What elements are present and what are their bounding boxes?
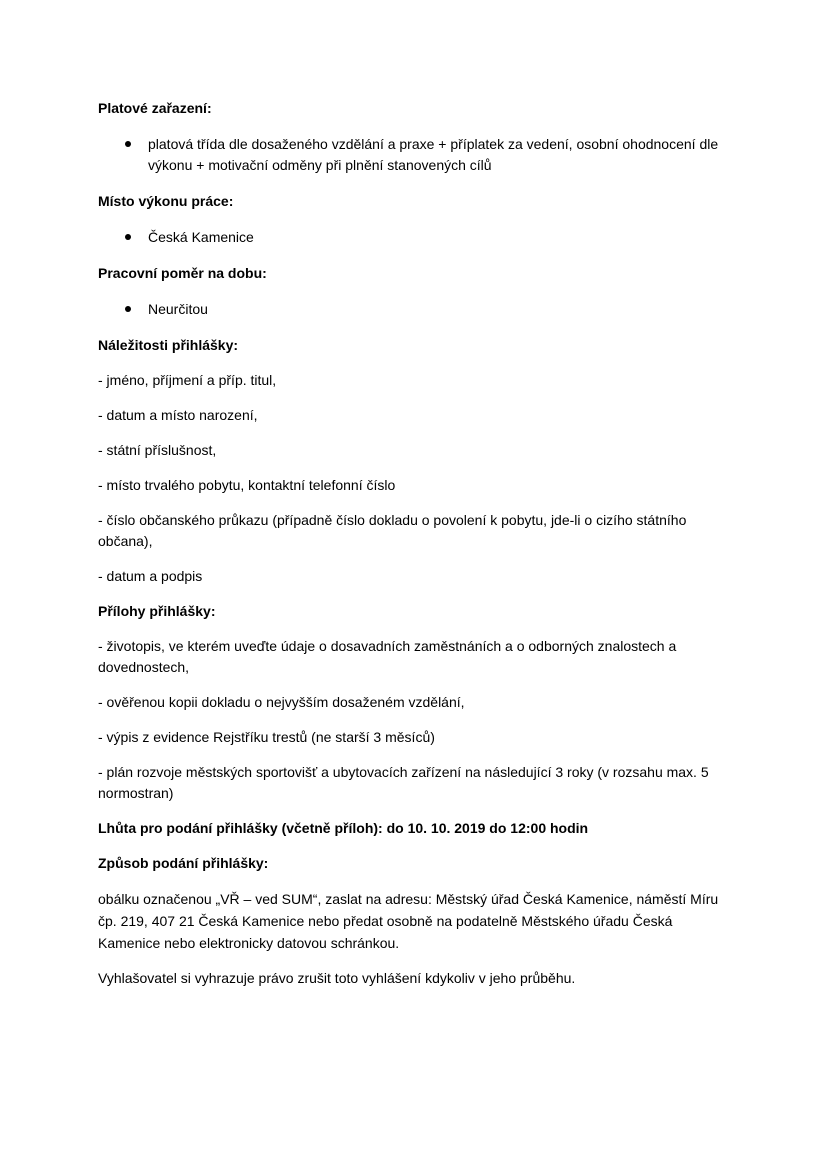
requirement-item: - státní příslušnost, <box>98 442 217 458</box>
workplace-heading: Místo výkonu práce: <box>98 193 234 209</box>
list-item <box>98 134 738 176</box>
salary-heading: Platové zařazení: <box>98 100 212 116</box>
requirements-heading: Náležitosti přihlášky: <box>98 337 239 353</box>
requirement-item: - jméno, příjmení a příp. titul, <box>98 372 277 388</box>
bullet-icon <box>125 234 131 240</box>
submission-heading: Způsob podání přihlášky: <box>98 855 269 871</box>
document-page <box>98 98 738 989</box>
attachments-heading: Přílohy přihlášky: <box>98 603 216 619</box>
employment-heading: Pracovní poměr na dobu: <box>98 265 267 281</box>
requirement-item: - číslo občanského průkazu (případně číslo dokladu o povolení k pobytu, jde-li o cizího státního občana), <box>98 512 687 549</box>
attachment-item: - výpis z evidence Rejstříku trestů (ne starší 3 měsíců) <box>98 729 435 745</box>
requirement-item: - datum a místo narození, <box>98 407 258 423</box>
attachment-item: - ověřenou kopii dokladu o nejvyšším dosaženém vzdělání, <box>98 694 465 710</box>
deadline-text: Lhůta pro podání přihlášky (včetně příloh): do 10. 10. 2019 do 12:00 hodin <box>98 820 589 836</box>
attachment-item: - životopis, ve kterém uveďte údaje o dosavadních zaměstnáních a o odborných znalostech a dovednostech, <box>98 638 677 675</box>
closing-text: Vyhlašovatel si vyhrazuje právo zrušit toto vyhlášení kdykoliv v jeho průběhu. <box>98 970 576 986</box>
bullet-icon <box>125 306 131 312</box>
salary-bullet-text: platová třída dle dosaženého vzdělání a praxe + příplatek za vedení, osobní ohodnocení dle výkonu + motivační odměny při plnění stanovených cílů <box>148 136 719 173</box>
submission-text: obálku označenou „VŘ – ved SUM“, zaslat na adresu: Městský úřad Česká Kamenice, náměstí Míru čp. 219, 407 21 Česká Kamenice nebo předat osobně na podatelně Městského úřadu Česká Kamenice nebo elektronicky datovou schránkou. <box>98 891 719 951</box>
list-item <box>98 299 738 320</box>
workplace-bullet-text: Česká Kamenice <box>148 229 254 245</box>
workplace-list <box>98 227 738 248</box>
list-item <box>98 227 738 248</box>
salary-list <box>98 134 738 176</box>
requirement-item: - datum a podpis <box>98 568 203 584</box>
employment-bullet-text: Neurčitou <box>148 301 208 317</box>
bullet-icon <box>125 141 131 147</box>
attachment-item: - plán rozvoje městských sportovišť a ubytovacích zařízení na následující 3 roky (v rozsahu max. 5 normostran) <box>98 764 709 801</box>
requirement-item: - místo trvalého pobytu, kontaktní telefonní číslo <box>98 477 396 493</box>
employment-list <box>98 299 738 320</box>
